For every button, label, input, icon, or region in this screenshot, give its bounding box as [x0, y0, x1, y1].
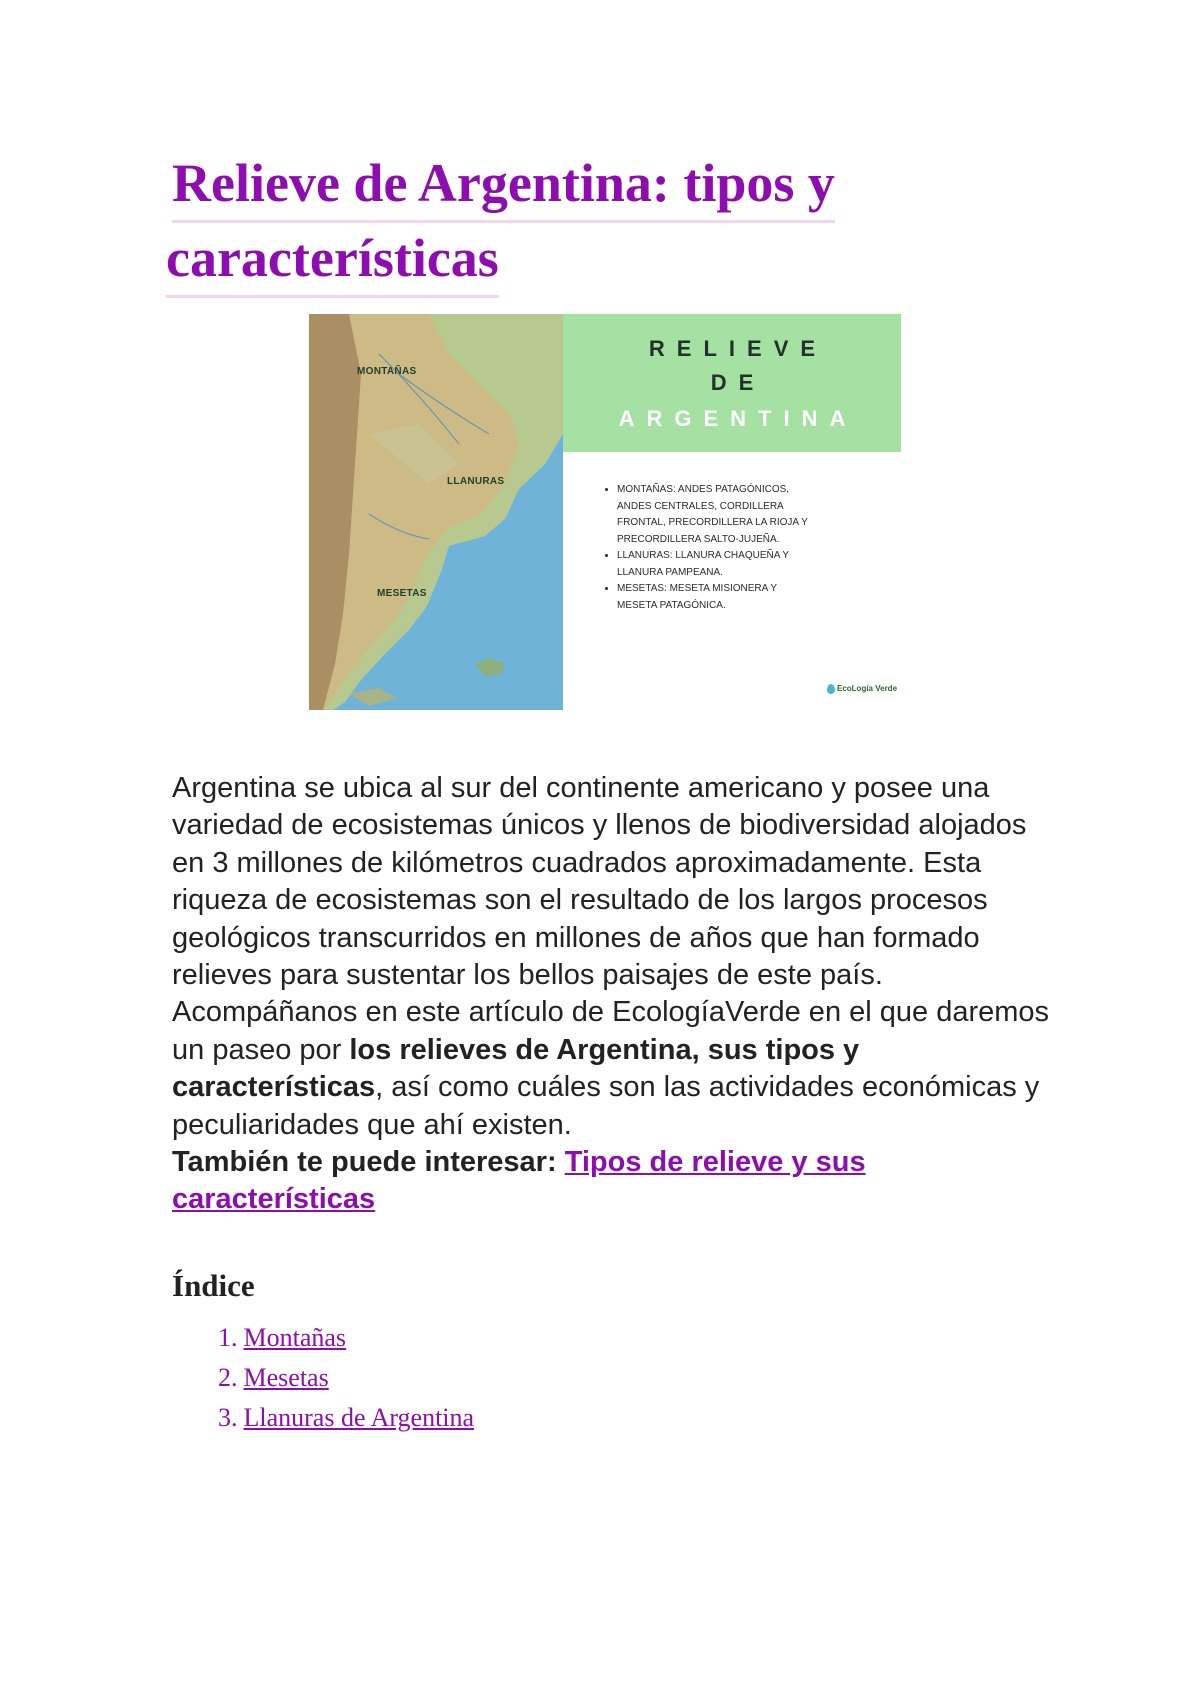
drop-icon — [827, 684, 835, 694]
index-item — [218, 1358, 474, 1398]
banner-line-1: RELIEVE — [648, 336, 828, 361]
intro-text-part-1: Argentina se ubica al sur del continente americano y posee una variedad de ecosistemas únicos y llenos de biodiversidad alojados en 3 millones de kilómetros cuadrados aproximadamente. Esta riqueza de ecosistemas son el resultado de los largos procesos geológicos transcurridos en millones de años que han formado relieves para sustentar los bellos paisajes de este país. Acompáñanos en este artículo de EcologíaVerde en el que daremos un paseo por — [172, 772, 1050, 1066]
argentina-relief-map — [309, 314, 563, 710]
title-line-2-text: características — [166, 223, 499, 298]
map-label-llanuras: LLANURAS — [447, 476, 505, 487]
title-line-1-text: Relieve de Argentina: tipos y — [172, 148, 835, 223]
ecologia-verde-logo — [827, 684, 897, 694]
page-title — [166, 148, 972, 298]
legend-item: • MESETAS: MESETA MISIONERA Y MESETA PATAGÓNICA. — [617, 581, 817, 614]
see-also-link[interactable]: Tipos de relieve y sus características — [172, 1146, 866, 1216]
map-label-montanas: MONTAÑAS — [357, 366, 417, 377]
index-item-number: 1. — [218, 1323, 238, 1352]
index-link-llanuras[interactable]: Llanuras de Argentina — [243, 1403, 475, 1432]
legend-item: • LLANURAS: LLANURA CHAQUEÑA Y LLANURA PAMPEANA. — [617, 548, 817, 581]
relief-infographic — [309, 314, 901, 710]
index-title: Índice — [172, 1268, 255, 1303]
see-also-label: También te puede interesar: — [172, 1146, 557, 1179]
index-item — [218, 1318, 474, 1358]
index-list — [218, 1318, 474, 1438]
map-drawing — [309, 314, 563, 710]
intro-text-bold: los relieves de Argentina, sus tipos y características — [172, 1033, 860, 1104]
index-item-number: 2. — [218, 1363, 238, 1392]
title-line-2 — [166, 223, 972, 298]
map-label-mesetas: MESETAS — [377, 588, 427, 599]
legend-item: • MONTAÑAS: ANDES PATAGÓNICOS, ANDES CENTRALES, CORDILLERA FRONTAL, PRECORDILLERA LA RIOJA Y PRECORDILLERA SALTO-JUJEÑA. — [617, 482, 817, 548]
index-link-mesetas[interactable]: Mesetas — [243, 1363, 329, 1392]
infographic-legend — [603, 482, 817, 614]
banner-line-3: ARGENTINA — [618, 406, 858, 431]
index-link-montanas[interactable]: Montañas — [243, 1323, 347, 1352]
intro-text-part-2: , así como cuáles son las actividades económicas y peculiaridades que ahí existen. — [172, 1071, 1040, 1141]
infographic-banner — [563, 314, 901, 452]
banner-line-2: DE — [710, 370, 766, 395]
title-line-1 — [172, 148, 972, 223]
intro-paragraph — [172, 770, 1052, 1219]
logo-text: EcoLogía Verde — [837, 684, 898, 694]
index-item-number: 3. — [218, 1403, 238, 1432]
index-item — [218, 1398, 474, 1438]
